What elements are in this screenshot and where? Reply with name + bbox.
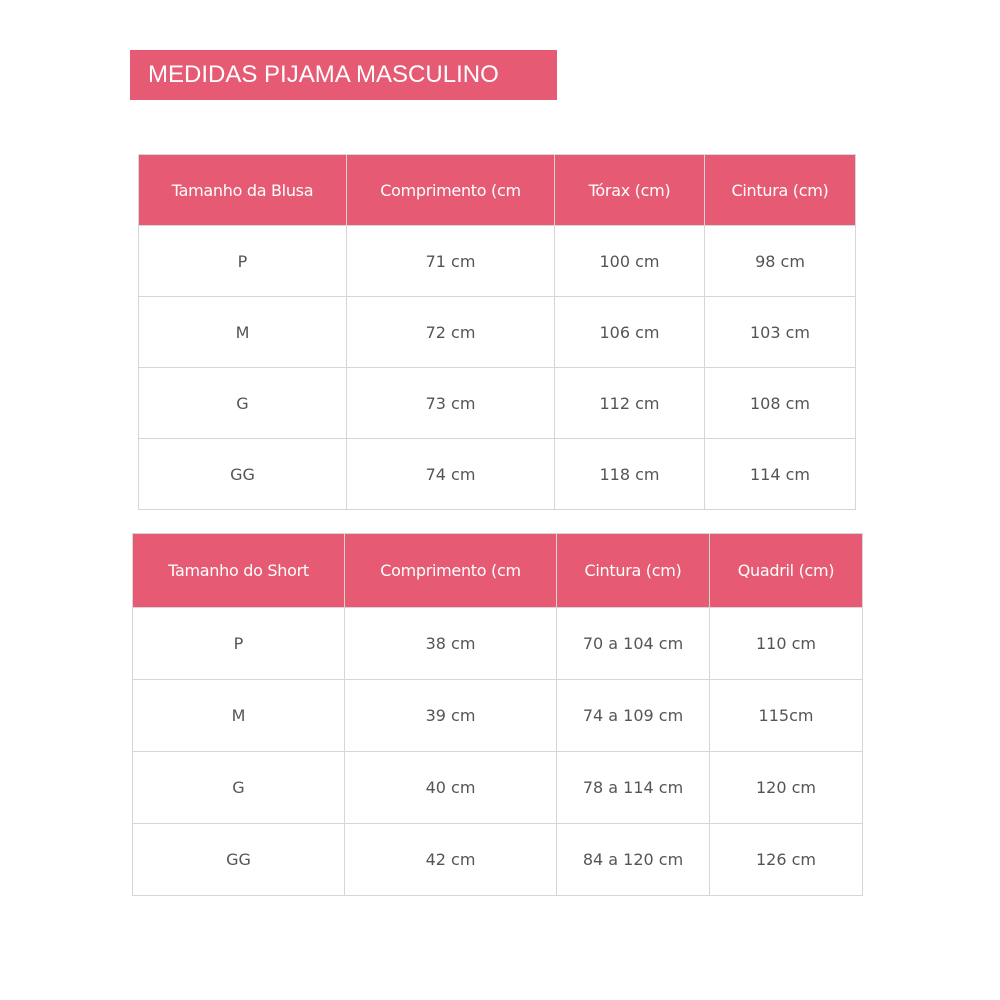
header-length: Comprimento (cm	[345, 534, 557, 608]
size-cell: G	[139, 368, 347, 439]
header-size: Tamanho da Blusa	[139, 155, 347, 226]
size-cell: P	[133, 608, 345, 680]
size-cell: GG	[133, 824, 345, 896]
header-length: Comprimento (cm	[347, 155, 555, 226]
header-size: Tamanho do Short	[133, 534, 345, 608]
length-cell: 71 cm	[347, 226, 555, 297]
table-row	[139, 226, 856, 297]
blusa-size-table	[138, 154, 856, 510]
waist-cell: 98 cm	[705, 226, 856, 297]
hip-cell: 126 cm	[710, 824, 863, 896]
chest-cell: 106 cm	[555, 297, 705, 368]
length-cell: 42 cm	[345, 824, 557, 896]
header-hip: Quadril (cm)	[710, 534, 863, 608]
size-cell: GG	[139, 439, 347, 510]
table-row	[139, 439, 856, 510]
table-row	[139, 297, 856, 368]
waist-cell: 114 cm	[705, 439, 856, 510]
length-cell: 38 cm	[345, 608, 557, 680]
waist-cell: 108 cm	[705, 368, 856, 439]
header-waist: Cintura (cm)	[705, 155, 856, 226]
length-cell: 39 cm	[345, 680, 557, 752]
chest-cell: 112 cm	[555, 368, 705, 439]
waist-cell: 70 a 104 cm	[557, 608, 710, 680]
waist-cell: 74 a 109 cm	[557, 680, 710, 752]
size-cell: M	[133, 680, 345, 752]
table-header-row	[139, 155, 856, 226]
table-row	[133, 824, 863, 896]
waist-cell: 103 cm	[705, 297, 856, 368]
chest-cell: 118 cm	[555, 439, 705, 510]
size-cell: P	[139, 226, 347, 297]
table-row	[139, 368, 856, 439]
size-cell: M	[139, 297, 347, 368]
table-header-row	[133, 534, 863, 608]
page-title: MEDIDAS PIJAMA MASCULINO	[130, 50, 557, 100]
waist-cell: 78 a 114 cm	[557, 752, 710, 824]
chest-cell: 100 cm	[555, 226, 705, 297]
length-cell: 40 cm	[345, 752, 557, 824]
length-cell: 74 cm	[347, 439, 555, 510]
table-row	[133, 608, 863, 680]
waist-cell: 84 a 120 cm	[557, 824, 710, 896]
short-size-table	[132, 533, 863, 896]
table-row	[133, 680, 863, 752]
header-waist: Cintura (cm)	[557, 534, 710, 608]
table-row	[133, 752, 863, 824]
hip-cell: 110 cm	[710, 608, 863, 680]
length-cell: 73 cm	[347, 368, 555, 439]
header-chest: Tórax (cm)	[555, 155, 705, 226]
size-cell: G	[133, 752, 345, 824]
length-cell: 72 cm	[347, 297, 555, 368]
hip-cell: 120 cm	[710, 752, 863, 824]
hip-cell: 115cm	[710, 680, 863, 752]
